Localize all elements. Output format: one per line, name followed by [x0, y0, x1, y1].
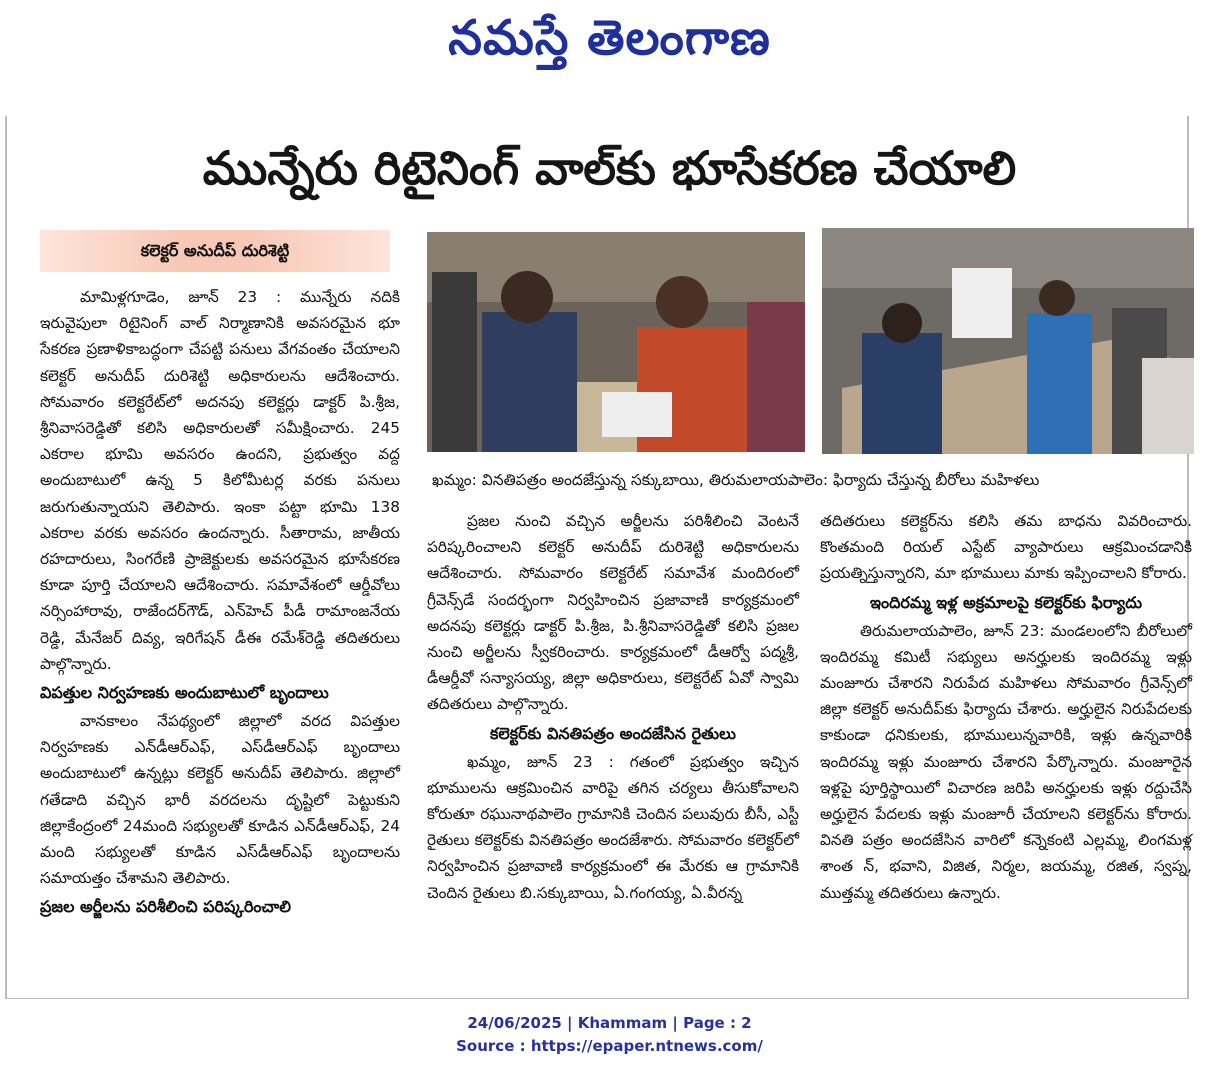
photo-khammam-image: [427, 232, 805, 452]
photo-tirumalayapalem-image: [822, 228, 1194, 454]
footer-date-page: 24/06/2025 | Khammam | Page : 2: [467, 1014, 752, 1032]
col2-paragraph-1: ప్రజల నుంచి వచ్చిన అర్జీలను పరిశీలించి వెంటనే పరిష్కరించాలని కలెక్టర్ అనుదీప్ దురిశెట్టి అధికారులను ఆదేశించారు. సోమవారం కలెక్టరేట్ సమావేశ మందిరంలో గ్రీవెన్స్‌డే సందర్భంగా నిర్వహించిన ప్రజావాణి కార్యక్రమంలో అదనపు కలెక్టర్లు డాక్టర్ పి.శ్రీజ, పి.శ్రీనివాసరెడ్డితో కలిసి ప్రజల నుంచి అర్జీలను స్వీకరించారు. కార్యక్రమంలో డీఆర్వో పద్మశ్రీ, డీఆర్డీవో సన్యాసయ్య, జిల్లా అధికారులు, కలెక్టరేట్ ఏవో స్వామి తదితరులు పాల్గొన్నారు.: [427, 512, 799, 714]
col3-paragraph-2: తిరుమలాయపాలెం, జూన్ 23: మండలంలోని బీరోలులో ఇందిరమ్మ కమిటీ సభ్యులు అనర్హులకు ఇందిరమ్మ ఇళ్లు మంజూరు చేశారని నిరుపేద మహిళలు సోమవారం గ్రీవెన్స్‌లో జిల్లా కలెక్టర్ అనుదీప్‌కు ఫిర్యాదు చేశారు. అర్హులైన నిరుపేదలకు కాకుండా ధనికులకు, భూములున్నవారికి, ఇళ్లు ఉన్నవారికి ఇందిరమ్మ ఇళ్లు మంజూరు చేశారని పేర్కొన్నారు. మంజూరైన ఇళ్లపై పూర్తిస్థాయిలో విచారణ జరిపి అనర్హులకు ఇళ్లు రద్దుచేసి అర్హులైన పేదలకు ఇళ్లు మంజూరీ చేయాలని కలెక్టర్‌ను కోరారు. వినతి పత్రం అందజేసిన వారిలో కన్నెకంటి ఎల్లమ్మ, లింగమళ్ల శాంత న్, భవాని, విజిత, నిర్మల, జయమ్మ, రజిత, స్వప్న, ముత్తమ్మ తదితరులు ఉన్నారు.: [820, 621, 1192, 902]
col2-subhead-1: కలెక్టర్‌కు వినతిపత్రం అందజేసిన రైతులు: [490, 723, 736, 743]
photo-khammam-petition: [427, 232, 805, 452]
col1-paragraph-1: మామిళ్లగూడెం, జూన్ 23 : మున్నేరు నదికి ఇరువైపులా రిటైనింగ్ వాల్ నిర్మాణానికి అవసరమైన భూ సేకరణ ప్రణాళికాబద్ధంగా చేపట్టి పనులు వేగవంతం చేయాలని కలెక్టర్ అనుదీప్ దురిశెట్టి అధికారులను ఆదేశించారు. సోమవారం కలెక్టరేట్‌లో అదనపు కలెక్టర్లు డాక్టర్ పి.శ్రీజ, శ్రీనివాసరెడ్డితో కలిసి అధికారులతో సమీక్షించారు. 245 ఎకరాల భూమి అవసరం ఉందని, ప్రభుత్వం వద్ద అందుబాటులో ఉన్న 5 కిలోమీటర్ల వరకు పనులు జరుగుతున్నాయని తెలిపారు. ఇంకా పట్టా భూమి 138 ఎకరాల వరకు అవసరం ఉందన్నారు. సీతారామ, జాతీయ రహదారులు, సింగరేణి ప్రాజెక్టులకు అవసరమైన భూసేకరణ కూడా పూర్తి చేయాలని ఆదేశించారు. సమావేశంలో ఆర్డీవోలు నర్సింహారావు, రాజేందర్‌గౌడ్, ఎన్‌హెచ్ పీడీ రామాంజనేయ రెడ్డి, మేనేజర్ దివ్య, ఇరిగేషన్ డీఈ రమేశ్‌రెడ్డి తదితరులు పాల్గొన్నారు.: [40, 288, 400, 673]
col3-paragraph-1: తదితరులు కలెక్టర్‌ను కలిసి తమ బాధను వివరించారు. కొంతమంది రియల్ ఎస్టేట్ వ్యాపారులు ఆక్రమించడానికి ప్రయత్నిస్తున్నారని, మా భూములు మాకు ఇప్పించాలని కోరారు.: [820, 512, 1192, 583]
masthead-logo: నమస్తే తెలంగాణ: [448, 10, 771, 66]
photo-tirumalayapalem-complaint: [822, 228, 1194, 454]
article-headline: మున్నేరు రిటైనింగ్ వాల్‌కు భూసేకరణ చేయాలి: [202, 141, 1017, 195]
photo-caption: ఖమ్మం: వినతిపత్రం అందజేస్తున్న సక్కుబాయి, తిరుమలాయపాలెం: ఫిర్యాదు చేస్తున్న బీరోలు మహిళలు: [432, 471, 1040, 489]
col3-subhead-1: ఇందిరమ్మ ఇళ్ల అక్రమాలపై కలెక్టర్‌కు ఫిర్యాదు: [869, 592, 1143, 612]
footer-source: Source : https://epaper.ntnews.com/: [456, 1037, 763, 1055]
column-1: [40, 284, 400, 922]
column-3: [820, 508, 1192, 906]
col2-paragraph-2: ఖమ్మం, జూన్ 23 : గతంలో ప్రభుత్వం ఇచ్చిన భూములను ఆక్రమించిన వారిపై తగిన చర్యలు తీసుకోవాలని కోరుతూ రఘునాథపాలెం గ్రామానికి చెందిన పలువురు బీసీ, ఎస్టీ రైతులు కలెక్టర్‌కు వినతిపత్రం అందజేశారు. సోమవారం కలెక్టర్‌లో నిర్వహించిన ప్రజావాణి కార్యక్రమంలో ఈ మేరకు ఆ గ్రామానికి చెందిన రైతులు బి.సక్కుబాయి, ఏ.గంగయ్య, ఏ.వీరన్న: [427, 752, 799, 902]
col1-paragraph-2: వానకాలం నేపథ్యంలో జిల్లాలో వరద విపత్తుల నిర్వహణకు ఎన్‌డీఆర్‌ఎఫ్, ఎస్‌డీఆర్‌ఎఫ్ బృందాలు అందుబాటులో ఉన్నట్లు కలెక్టర్ అనుదీప్ తెలిపారు. జిల్లాలో గతేడాది వచ్చిన భారీ వరదలను దృష్టిలో పెట్టుకుని జిల్లాకేంద్రంలో 24మంది సభ్యులతో కూడిన ఎన్‌డీఆర్‌ఎఫ్, 24 మంది సభ్యులతో కూడిన ఎస్‌డీఆర్‌ఎఫ్ బృందాలను సమాయత్తం చేశామని తెలిపారు.: [40, 712, 400, 888]
column-2: [427, 508, 799, 906]
masthead: [0, 0, 1219, 80]
col1-subhead-1: విపత్తుల నిర్వహణకు అందుబాటులో బృందాలు: [40, 683, 329, 703]
col1-subhead-2: ప్రజల అర్జీలను పరిశీలించి పరిష్కరించాలి: [40, 897, 291, 917]
byline: కలెక్టర్ అనుదీప్ దురిశెట్టి: [40, 230, 390, 272]
